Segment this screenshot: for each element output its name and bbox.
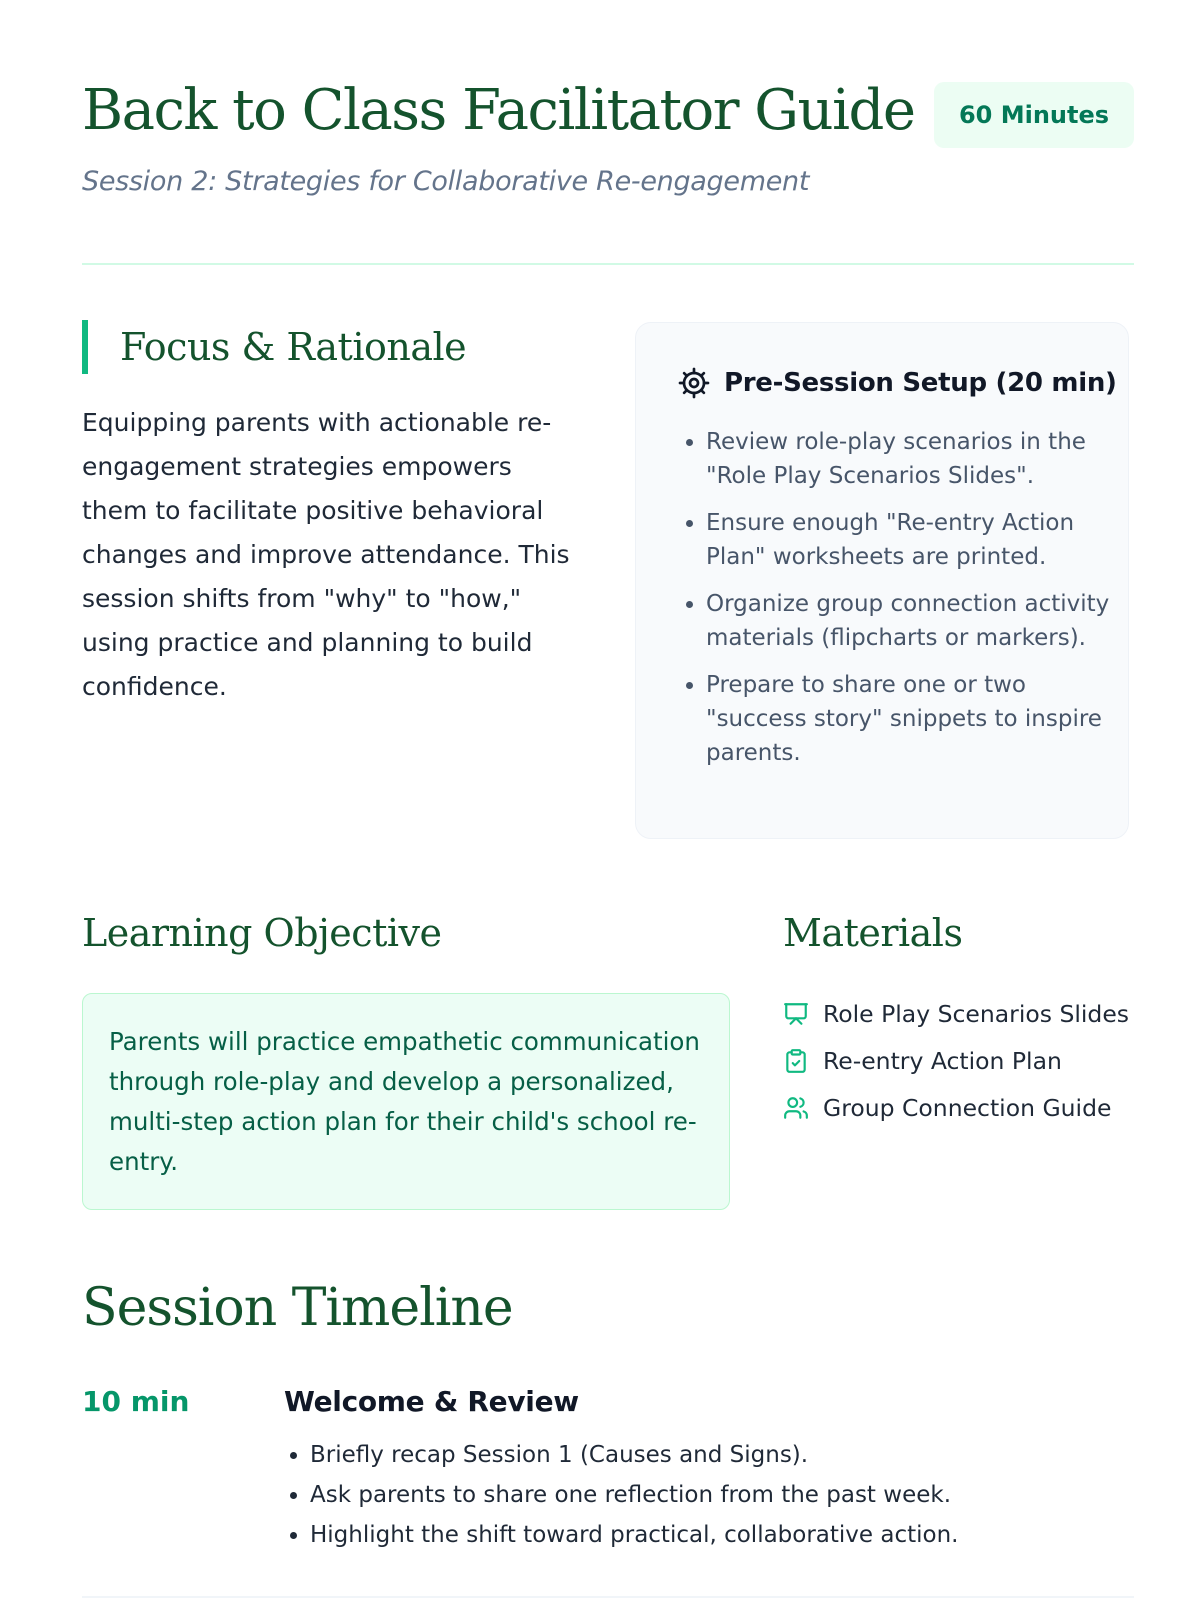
timeline-heading: Session Timeline [82, 1278, 513, 1338]
timeline-list [284, 1435, 959, 1555]
setup-title-text: Pre-Session Setup (20 min) [724, 368, 1117, 398]
facilitator-guide-page [82, 0, 1134, 1600]
focus-text: Equipping parents with actionable re-engagement strategies empowers them to facilitate positive behavioral changes and improve attendance. This session shifts from "why" to "how," using practice and planning to build confidence. [82, 408, 570, 701]
material-label: Role Play Scenarios Slides [823, 999, 1130, 1028]
users-icon [783, 1095, 809, 1121]
timeline-item: • Highlight the shift toward practical, collaborative action. [310, 1515, 959, 1555]
material-item-slides[interactable] [783, 990, 1133, 1037]
timeline-item: • Ask parents to share one reflection from the past week. [310, 1475, 959, 1515]
setup-item: • Review role-play scenarios in the "Role Play Scenarios Slides". [706, 425, 1126, 493]
material-item-connection-guide[interactable] [783, 1084, 1133, 1131]
setup-item: • Prepare to share one or two "success story" snippets to inspire parents. [706, 668, 1126, 770]
timeline-divider [82, 1596, 1134, 1598]
presentation-icon [783, 1001, 809, 1027]
timeline-title: Welcome & Review [284, 1385, 579, 1418]
objective-heading: Learning Objective [82, 911, 442, 955]
setup-title [678, 367, 1117, 399]
timeline-item: • Briefly recap Session 1 (Causes and Signs). [310, 1435, 959, 1475]
header-divider [82, 263, 1134, 265]
material-label: Group Connection Guide [823, 1093, 1112, 1122]
materials-heading: Materials [783, 911, 963, 955]
setup-list [676, 425, 1126, 783]
material-item-action-plan[interactable] [783, 1037, 1133, 1084]
pre-session-setup-card [635, 322, 1129, 839]
focus-heading: Focus & Rationale [82, 320, 466, 374]
clipboard-check-icon [783, 1048, 809, 1074]
duration-badge: 60 Minutes [934, 82, 1134, 148]
timeline-time: 10 min [82, 1385, 190, 1418]
objective-box: Parents will practice empathetic communication through role-play and develop a personalized, multi-step action plan for their child's school re-entry. [82, 993, 730, 1210]
page-title: Back to Class Facilitator Guide [82, 78, 915, 143]
material-label: Re-entry Action Plan [823, 1046, 1062, 1075]
page-subtitle: Session 2: Strategies for Collaborative Re-engagement [82, 166, 810, 197]
gear-icon [678, 367, 710, 399]
setup-item: • Ensure enough "Re-entry Action Plan" worksheets are printed. [706, 506, 1126, 574]
materials-list [783, 990, 1133, 1131]
setup-item: • Organize group connection activity materials (flipcharts or markers). [706, 587, 1126, 655]
